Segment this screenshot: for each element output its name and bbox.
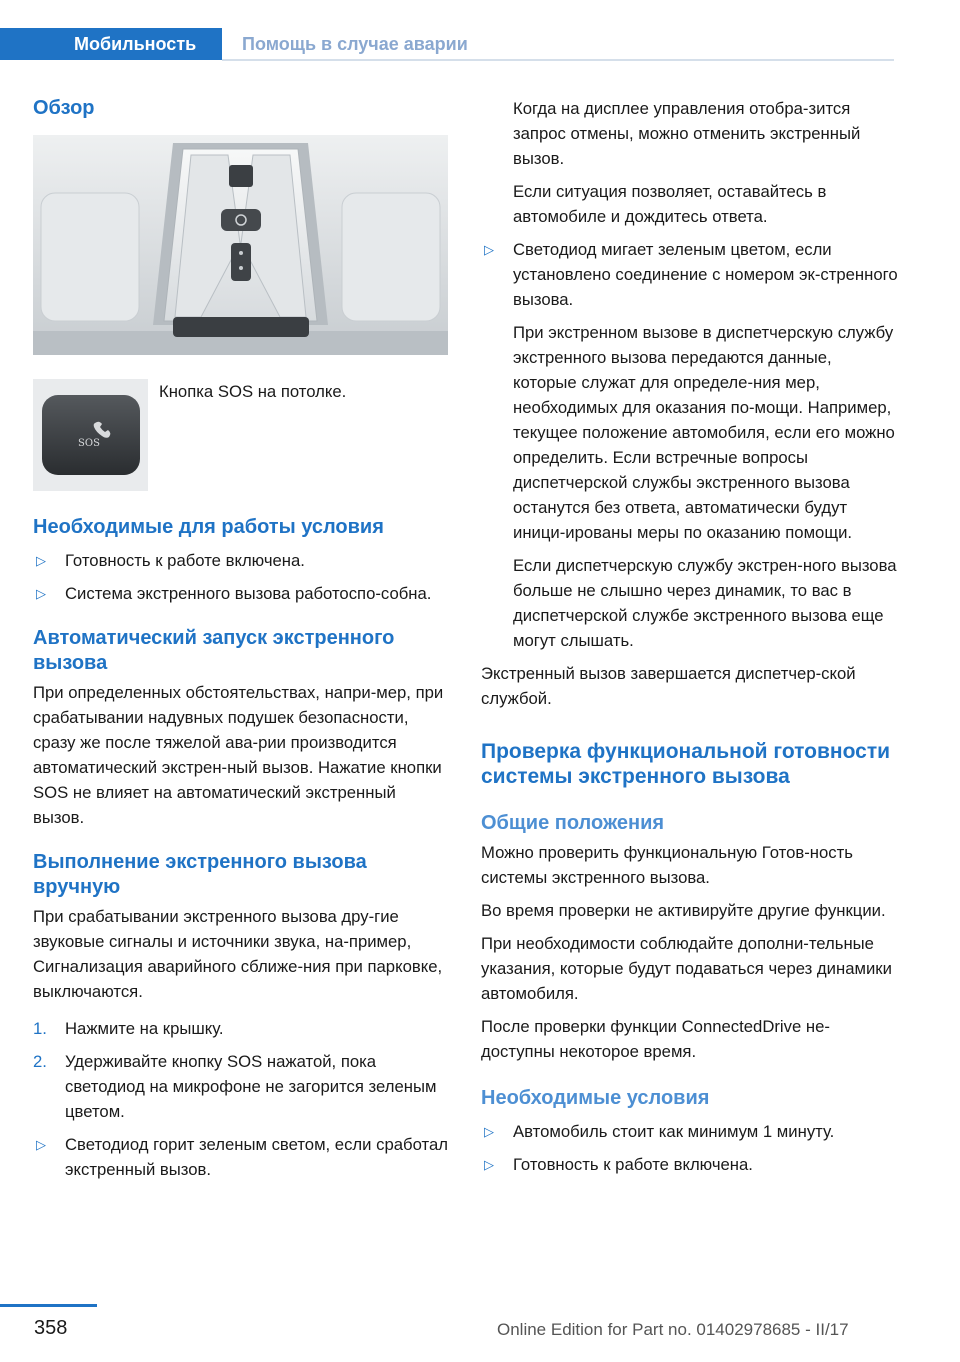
list-item: ▷ Готовность к работе включена. — [481, 1152, 899, 1177]
sos-button-illustration — [33, 379, 148, 491]
manual-call-text: При срабатывании экстренного вызова дру-гие звуковые сигналы и источники звука, на-пример, Сигнализация аварийного сближе-ния при парковке, выключаются. — [33, 907, 443, 1001]
header-rule — [222, 59, 894, 61]
page-number: 358 — [34, 1317, 68, 1339]
triangle-bullet-icon: ▷ — [36, 553, 46, 568]
left-column — [33, 96, 448, 1182]
footer-rule — [0, 1304, 97, 1307]
list-item: ▷ Автомобиль стоит как минимум 1 минуту. — [481, 1119, 899, 1144]
right-column — [481, 96, 899, 1177]
ceiling-console-illustration — [33, 135, 448, 355]
figure-caption: Кнопка SOS на потолке. — [159, 382, 347, 401]
general-text-1: Можно проверить функциональную Готов-ность системы экстренного вызова. — [481, 843, 853, 887]
general-text-4: После проверки функции ConnectedDrive не-доступны некоторое время. — [481, 1017, 830, 1061]
step-item: 1. Нажмите на крышку. — [33, 1016, 448, 1041]
step-item: 2. Удерживайте кнопку SOS нажатой, пока светодиод на микрофоне не загорится зеленым цветом. — [33, 1049, 448, 1124]
stay-text: Если ситуация позволяет, оставайтесь в автомобиле и дождитесь ответа. — [513, 182, 827, 226]
function-check-heading: Проверка функциональной готовности системы экстренного вызова — [481, 740, 891, 788]
sos-button-image — [33, 379, 148, 491]
list-item: ▷ Готовность к работе включена. — [33, 548, 448, 573]
triangle-bullet-icon: ▷ — [484, 1157, 494, 1172]
general-text-2: Во время проверки не активируйте другие функции. — [481, 901, 886, 920]
triangle-bullet-icon: ▷ — [36, 1137, 46, 1152]
overview-heading: Обзор — [33, 97, 95, 119]
triangle-bullet-icon: ▷ — [484, 242, 494, 257]
manual-call-heading: Выполнение экстренного вызова вручную — [33, 851, 367, 898]
triangle-bullet-icon: ▷ — [36, 586, 46, 601]
section-tab-emergency-help: Помощь в случае аварии — [242, 34, 468, 54]
cancel-text: Когда на дисплее управления отобра-зится запрос отмены, можно отменить экстренный вызов. — [513, 99, 861, 168]
edition-label: Online Edition for Part no. 01402978685 - II/17 — [497, 1320, 849, 1339]
call-end-text: Экстренный вызов завершается диспетчер-ской службой. — [481, 664, 856, 708]
ceiling-console-image — [33, 135, 448, 355]
data-transfer-text: При экстренном вызове в диспетчерскую службу экстренного вызова передаются данные, которые служат для определе-ния мер, необходимых для оказания по-мощи. Например, текущее положение автомобиля, если его можно определить. Если встречные вопросы диспетчерской службы экстренного вызова останутся без ответа, автоматически будут иници-ированы меры по оказанию помощи. — [513, 323, 895, 542]
general-heading: Общие положения — [481, 812, 665, 834]
page-header — [0, 0, 960, 62]
auto-call-text: При определенных обстоятельствах, напри-мер, при срабатывании надувных подушек безопасности, сразу же после тяжелой ава-рии производится автоматический экстрен-ный вызов. Нажатие кнопки SOS не влияет на автоматический экстренный вызов. — [33, 683, 444, 827]
sos-figure-row — [33, 379, 448, 491]
auto-call-heading: Автоматический запуск экстренного вызова — [33, 627, 395, 674]
triangle-bullet-icon: ▷ — [484, 1124, 494, 1139]
sos-text: SOS — [78, 438, 100, 449]
list-item: ▷ Система экстренного вызова работоспо-собна. — [33, 581, 448, 606]
list-item: ▷ Светодиод горит зеленым светом, если сработал экстренный вызов. — [33, 1132, 448, 1182]
step-number: 1. — [33, 1019, 47, 1038]
general-text-3: При необходимости соблюдайте дополни-тельные указания, которые будут подаваться через динамики автомобиля. — [481, 934, 892, 1003]
step-number: 2. — [33, 1052, 47, 1071]
section-tab-mobility: Мобильность — [0, 28, 222, 60]
conditions-heading: Необходимые условия — [481, 1087, 710, 1109]
speaker-text: Если диспетчерскую службу экстрен-ного вызова больше не слышно через динамик, то вас в диспетчерской службе экстренного вызова еще могут слышать. — [513, 556, 897, 650]
requirements-heading: Необходимые для работы условия — [33, 516, 384, 538]
list-item: ▷ Светодиод мигает зеленым цветом, если установлено соединение с номером эк-стренного вызова. — [481, 237, 899, 312]
